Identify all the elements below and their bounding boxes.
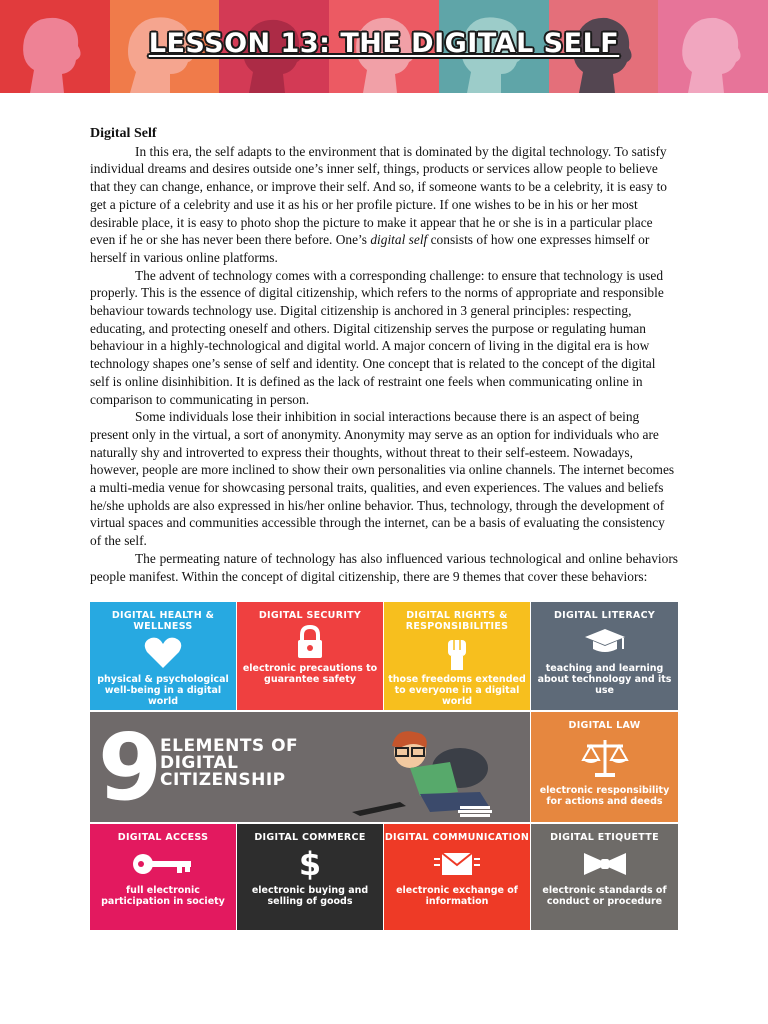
paragraph-2: The advent of technology comes with a corresponding challenge: to ensure that technology is used properly. This is the essence of digital citizenship, which refers to the norms of appropriate and responsible behaviour towards technology use. Digital citizenship is anchored in 3 general principles: respecting, educating, and protecting oneself and others. Digital citizenship serves the purpose or regulating human behaviour in a highly-technological and digital world. A major concern of living in the digital era is how technology shapes one’s sense of self and identity. One concept that is related to the concept of the digital self is online disinhibition. It is defined as the lack of restraint one feels when communicating online in comparison to communicating in person.: [90, 267, 664, 407]
article: [90, 125, 678, 585]
student-with-laptop-illustration: [340, 722, 520, 822]
lock-icon: [237, 625, 383, 659]
fist-icon: [384, 636, 530, 670]
tile-digital-health: DIGITAL HEALTH & WELLNESS physical & psychological well-being in a digital world: [90, 602, 236, 710]
tile-digital-literacy: DIGITAL LITERACY teaching and learning about technology and its use: [531, 602, 678, 710]
tile-digital-security: DIGITAL SECURITY electronic precautions to guarantee safety: [237, 602, 383, 710]
tile-digital-communication: DIGITAL COMMUNICATION electronic exchange of information: [384, 824, 530, 930]
dollar-icon: $: [298, 845, 322, 883]
header-banner: [0, 0, 768, 93]
tile-digital-access: DIGITAL ACCESS full electronic participation in society: [90, 824, 236, 930]
scales-icon: [531, 735, 678, 781]
center-title: ELEMENTS OF DIGITAL CITIZENSHIP: [160, 736, 299, 790]
heart-icon: [90, 636, 236, 670]
envelope-icon: [384, 847, 530, 881]
tile-digital-law: DIGITAL LAW electronic responsibility for actions and deeds: [531, 712, 678, 822]
nine-elements-infographic: [90, 602, 678, 930]
tile-digital-etiquette: DIGITAL ETIQUETTE electronic standards of conduct or procedure: [531, 824, 678, 930]
graduation-cap-icon: [531, 625, 678, 659]
infographic-center-panel: [90, 712, 530, 822]
lesson-title: LESSON 13: THE DIGITAL SELF: [148, 28, 620, 59]
paragraph-3: Some individuals lose their inhibition in social interactions because there is an aspect of being present only in the virtual, a sort of anonymity. Anonymity may serve as an option for individuals who are naturally shy and introverted to express their thoughts, without threat to their self-esteem. Nowadays, however, people are more inclined to show their own personalities via online channels. The internet becomes a multi-media venue for showcasing personal traits, qualities, and even experiences. The values and beliefs he/she upholds are also expressed in his/her online behavior. Thus, technology, through the development of virtual spaces and communities accessible through the internet, can be a basis of evaluating the consistency of the self.: [90, 409, 675, 549]
bow-tie-icon: [531, 847, 678, 881]
nine-numeral: 9: [98, 714, 163, 821]
tile-digital-commerce: DIGITAL COMMERCE $ electronic buying and selling of goods: [237, 824, 383, 930]
paragraph-1: In this era, the self adapts to the environment that is dominated by the digital technology. To satisfy individual dreams and desires outside one’s inner self, things, products or services allow people to believe that they can change, enhance, or improve their self. And so, if someone wants to be a celebrity, it is easy to get a picture of a celebrity and use it as his or her profile picture. If one wishes to be in his or her most desirable place, it is easy to photo shop the picture to make it appear that he or she is in a particular place even if he or she has never been there before. One’s digital self consists of how one expresses himself or herself in various online platforms.: [90, 143, 667, 265]
paragraph-4: The permeating nature of technology has also influenced various technological and online behaviors people manifest. Within the concept of digital citizenship, there are 9 themes that cover these behaviors:: [90, 550, 678, 584]
key-icon: [90, 847, 236, 881]
section-heading: Digital Self: [90, 126, 157, 141]
emphasis-digital-self: digital self: [370, 232, 428, 248]
tile-digital-rights: DIGITAL RIGHTS & RESPONSIBILITIES those freedoms extended to everyone in a digital world: [384, 602, 530, 710]
